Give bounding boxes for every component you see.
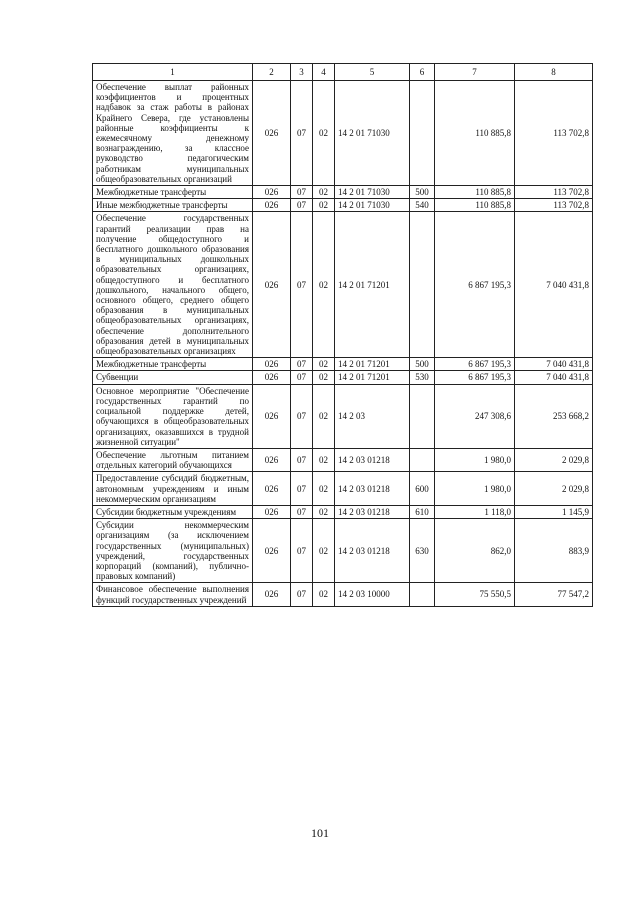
row-ved-code: 026 <box>253 81 291 186</box>
row-subsection-code: 02 <box>313 519 335 583</box>
row-expense-type <box>410 384 435 448</box>
row-amount-year1: 247 308,6 <box>435 384 515 448</box>
row-name: Обеспечение льготным питанием отдельных категорий обучающихся <box>93 448 253 471</box>
table-row <box>93 199 593 212</box>
row-expense-type: 540 <box>410 199 435 212</box>
row-name: Обеспечение государственных гарантий реализации прав на получение общедоступного и бесплатного дошкольного образования в муниципальных дошкольных образовательных организациях, общедоступного и бесплатного дошкольного, начального общего, основного общего, среднего общего образования в муниципальных общеобразовательных организациях, обеспечение дополнительного образования детей в муниципальных общеобразовательных организациях <box>93 212 253 358</box>
row-name: Финансовое обеспечение выполнения функций государственных учреждений <box>93 583 253 606</box>
row-ved-code: 026 <box>253 448 291 471</box>
row-target-article: 14 2 01 71030 <box>335 81 410 186</box>
header-row <box>93 64 593 81</box>
row-name: Субвенции <box>93 371 253 384</box>
row-target-article: 14 2 03 <box>335 384 410 448</box>
col-header: 8 <box>515 64 593 81</box>
row-amount-year2: 2 029,8 <box>515 472 593 506</box>
row-subsection-code: 02 <box>313 505 335 518</box>
row-section-code: 07 <box>291 583 313 606</box>
row-expense-type: 600 <box>410 472 435 506</box>
row-amount-year2: 1 145,9 <box>515 505 593 518</box>
row-amount-year2: 7 040 431,8 <box>515 371 593 384</box>
row-target-article: 14 2 01 71201 <box>335 212 410 358</box>
row-subsection-code: 02 <box>313 186 335 199</box>
row-subsection-code: 02 <box>313 448 335 471</box>
row-section-code: 07 <box>291 472 313 506</box>
row-amount-year1: 110 885,8 <box>435 199 515 212</box>
row-name: Основное мероприятие "Обеспечение государственных гарантий по социальной поддержке детей, обучающихся в общеобразовательных организациях, оказавшихся в трудной жизненной ситуации" <box>93 384 253 448</box>
row-amount-year2: 883,9 <box>515 519 593 583</box>
row-expense-type: 500 <box>410 186 435 199</box>
row-name: Межбюджетные трансферты <box>93 186 253 199</box>
table-row <box>93 81 593 186</box>
row-amount-year2: 7 040 431,8 <box>515 358 593 371</box>
table-row <box>93 505 593 518</box>
row-amount-year1: 6 867 195,3 <box>435 358 515 371</box>
row-section-code: 07 <box>291 81 313 186</box>
row-target-article: 14 2 03 01218 <box>335 505 410 518</box>
row-name: Межбюджетные трансферты <box>93 358 253 371</box>
row-ved-code: 026 <box>253 519 291 583</box>
row-name: Предоставление субсидий бюджетным, автономным учреждениям и иным некоммерческим организациям <box>93 472 253 506</box>
row-expense-type: 500 <box>410 358 435 371</box>
table-row <box>93 448 593 471</box>
row-ved-code: 026 <box>253 186 291 199</box>
row-amount-year1: 862,0 <box>435 519 515 583</box>
row-section-code: 07 <box>291 448 313 471</box>
table-row <box>93 358 593 371</box>
row-target-article: 14 2 01 71030 <box>335 199 410 212</box>
row-amount-year1: 75 550,5 <box>435 583 515 606</box>
row-amount-year2: 2 029,8 <box>515 448 593 471</box>
row-name: Субсидии некоммерческим организациям (за исключением государственных (муниципальных) учреждений, государственных корпораций (компаний), публично-правовых компаний) <box>93 519 253 583</box>
table-row <box>93 384 593 448</box>
row-subsection-code: 02 <box>313 81 335 186</box>
row-ved-code: 026 <box>253 583 291 606</box>
table-row <box>93 212 593 358</box>
col-header: 5 <box>335 64 410 81</box>
row-ved-code: 026 <box>253 199 291 212</box>
row-target-article: 14 2 01 71201 <box>335 358 410 371</box>
row-subsection-code: 02 <box>313 583 335 606</box>
row-amount-year1: 110 885,8 <box>435 186 515 199</box>
row-subsection-code: 02 <box>313 371 335 384</box>
row-section-code: 07 <box>291 212 313 358</box>
row-subsection-code: 02 <box>313 358 335 371</box>
col-header: 6 <box>410 64 435 81</box>
row-expense-type: 530 <box>410 371 435 384</box>
table-row <box>93 519 593 583</box>
row-ved-code: 026 <box>253 505 291 518</box>
row-amount-year2: 113 702,8 <box>515 81 593 186</box>
row-amount-year2: 7 040 431,8 <box>515 212 593 358</box>
row-amount-year2: 77 547,2 <box>515 583 593 606</box>
row-section-code: 07 <box>291 505 313 518</box>
budget-table <box>92 63 593 607</box>
row-target-article: 14 2 03 01218 <box>335 519 410 583</box>
row-amount-year2: 113 702,8 <box>515 199 593 212</box>
row-expense-type <box>410 212 435 358</box>
row-subsection-code: 02 <box>313 199 335 212</box>
table-row <box>93 583 593 606</box>
table-row <box>93 186 593 199</box>
row-expense-type: 610 <box>410 505 435 518</box>
row-ved-code: 026 <box>253 371 291 384</box>
col-header: 7 <box>435 64 515 81</box>
row-section-code: 07 <box>291 384 313 448</box>
row-subsection-code: 02 <box>313 384 335 448</box>
row-section-code: 07 <box>291 519 313 583</box>
row-amount-year1: 110 885,8 <box>435 81 515 186</box>
row-ved-code: 026 <box>253 472 291 506</box>
row-expense-type <box>410 81 435 186</box>
row-section-code: 07 <box>291 371 313 384</box>
row-amount-year1: 6 867 195,3 <box>435 371 515 384</box>
row-ved-code: 026 <box>253 384 291 448</box>
col-header: 1 <box>93 64 253 81</box>
row-amount-year1: 1 980,0 <box>435 448 515 471</box>
table-row <box>93 472 593 506</box>
row-name: Иные межбюджетные трансферты <box>93 199 253 212</box>
row-expense-type <box>410 448 435 471</box>
row-ved-code: 026 <box>253 358 291 371</box>
row-name: Обеспечение выплат районных коэффициентов и процентных надбавок за стаж работы в районах Крайнего Севера, где установлены районные коэффициенты к ежемесячному денежному вознаграждению, за классное руководство педагогическим работникам муниципальных общеобразовательных организаций <box>93 81 253 186</box>
row-expense-type: 630 <box>410 519 435 583</box>
row-expense-type <box>410 583 435 606</box>
row-target-article: 14 2 01 71030 <box>335 186 410 199</box>
col-header: 2 <box>253 64 291 81</box>
row-target-article: 14 2 03 10000 <box>335 583 410 606</box>
row-amount-year2: 113 702,8 <box>515 186 593 199</box>
col-header: 3 <box>291 64 313 81</box>
row-name: Субсидии бюджетным учреждениям <box>93 505 253 518</box>
row-target-article: 14 2 03 01218 <box>335 448 410 471</box>
row-section-code: 07 <box>291 186 313 199</box>
row-amount-year1: 1 118,0 <box>435 505 515 518</box>
row-subsection-code: 02 <box>313 472 335 506</box>
row-amount-year1: 6 867 195,3 <box>435 212 515 358</box>
row-section-code: 07 <box>291 358 313 371</box>
row-subsection-code: 02 <box>313 212 335 358</box>
row-amount-year1: 1 980,0 <box>435 472 515 506</box>
row-ved-code: 026 <box>253 212 291 358</box>
row-target-article: 14 2 03 01218 <box>335 472 410 506</box>
page-number: 101 <box>311 826 329 840</box>
table-row <box>93 371 593 384</box>
row-target-article: 14 2 01 71201 <box>335 371 410 384</box>
col-header: 4 <box>313 64 335 81</box>
row-amount-year2: 253 668,2 <box>515 384 593 448</box>
row-section-code: 07 <box>291 199 313 212</box>
